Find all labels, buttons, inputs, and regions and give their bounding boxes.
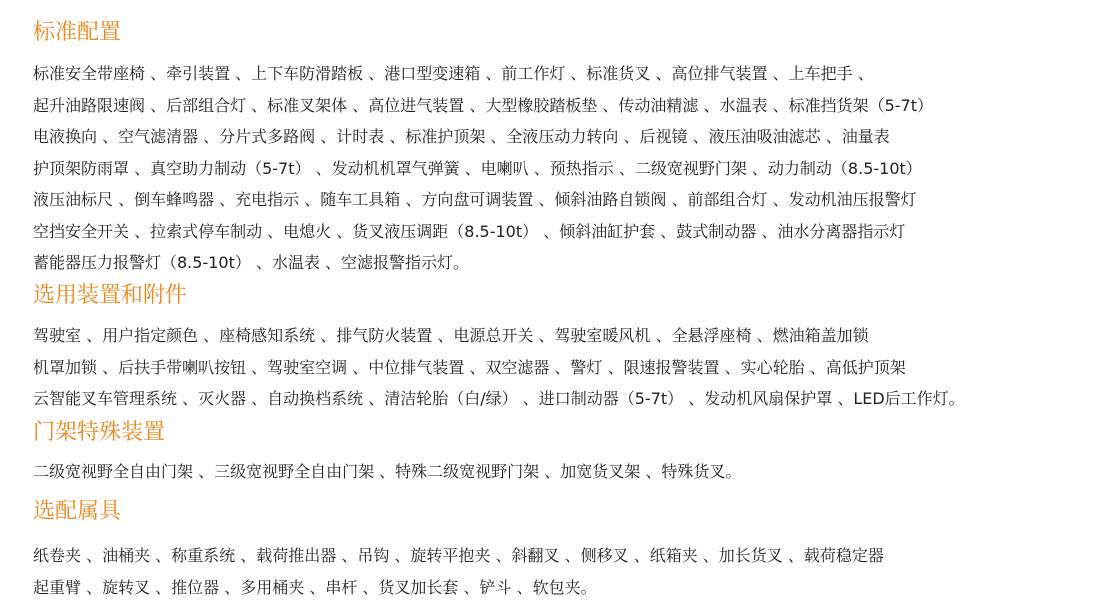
text-line: 起升油路限速阀 、后部组合灯 、标准叉架体 、高位进气装置 、大型橡胶踏板垫 、传动油精滤 、水温表 、标准挡货架（5-7t） bbox=[33, 95, 934, 115]
text-line: 纸卷夹 、油桶夹 、称重系统 、载荷推出器 、吊钩 、旋转平抱夹 、斜翻叉 、侧移叉 、纸箱夹 、加长货叉 、载荷稳定器 bbox=[33, 546, 884, 565]
text-line: 机罩加锁 、后扶手带喇叭按钮 、驾驶室空调 、中位排气装置 、双空滤器 、警灯 、限速报警装置 、实心轮胎 、高低护顶架 bbox=[33, 357, 906, 377]
section-body-mast-special bbox=[33, 456, 741, 488]
text-line: 护顶架防雨罩 、真空助力制动（5-7t） 、发动机机罩气弹簧 、电喇叭 、预热指示 、二级宽视野门架 、动力制动（8.5-10t） bbox=[33, 158, 922, 178]
text-line: 蓄能器压力报警灯（8.5-10t） 、水温表 、空滤报警指示灯。 bbox=[33, 253, 470, 272]
text-line: 电液换向 、空气滤清器 、分片式多路阀 、计时表 、标准护顶架 、全液压动力转向 、后视镜 、液压油吸油滤芯 、油量表 bbox=[33, 127, 890, 146]
text-line: 二级宽视野全自由门架 、三级宽视野全自由门架 、特殊二级宽视野门架 、加宽货叉架 、特殊货叉。 bbox=[33, 462, 742, 481]
text-line: 起重臂 、旋转叉 、推位器 、多用桶夹 、串杆 、货叉加长套 、铲斗 、软包夹。 bbox=[33, 577, 597, 597]
section-body-optional-equipment bbox=[33, 320, 965, 415]
section-title-mast-special: 门架特殊装置 bbox=[33, 420, 166, 445]
section-title-standard-config: 标准配置 bbox=[33, 20, 122, 45]
section-body-standard-config bbox=[33, 58, 933, 279]
section-body-optional-attachments bbox=[33, 540, 884, 603]
text-line: 空挡安全开关 、拉索式停车制动 、电熄火 、货叉液压调距（8.5-10t） 、倾斜油缸护套 、鼓式制动器 、油水分离器指示灯 bbox=[33, 221, 906, 241]
section-title-optional-equipment: 选用装置和附件 bbox=[33, 283, 188, 308]
section-title-optional-attachments: 选配属具 bbox=[33, 499, 122, 524]
text-line: 驾驶室 、用户指定颜色 、座椅感知系统 、排气防火装置 、电源总开关 、驾驶室暖风机 、全悬浮座椅 、燃油箱盖加锁 bbox=[33, 326, 869, 345]
text-line: 液压油标尺 、倒车蜂鸣器 、充电指示 、随车工具箱 、方向盘可调装置 、倾斜油路自锁阀 、前部组合灯 、发动机油压报警灯 bbox=[33, 190, 917, 209]
text-line: 标准安全带座椅 、牵引装置 、上下车防滑踏板 、港口型变速箱 、前工作灯 、标准货叉 、高位排气装置 、上车把手 、 bbox=[33, 64, 874, 83]
text-line: 云智能叉车管理系统 、灭火器 、自动换档系统 、清洁轮胎（白/绿） 、进口制动器（5-7t） 、发动机风扇保护罩 、LED后工作灯。 bbox=[33, 389, 965, 408]
